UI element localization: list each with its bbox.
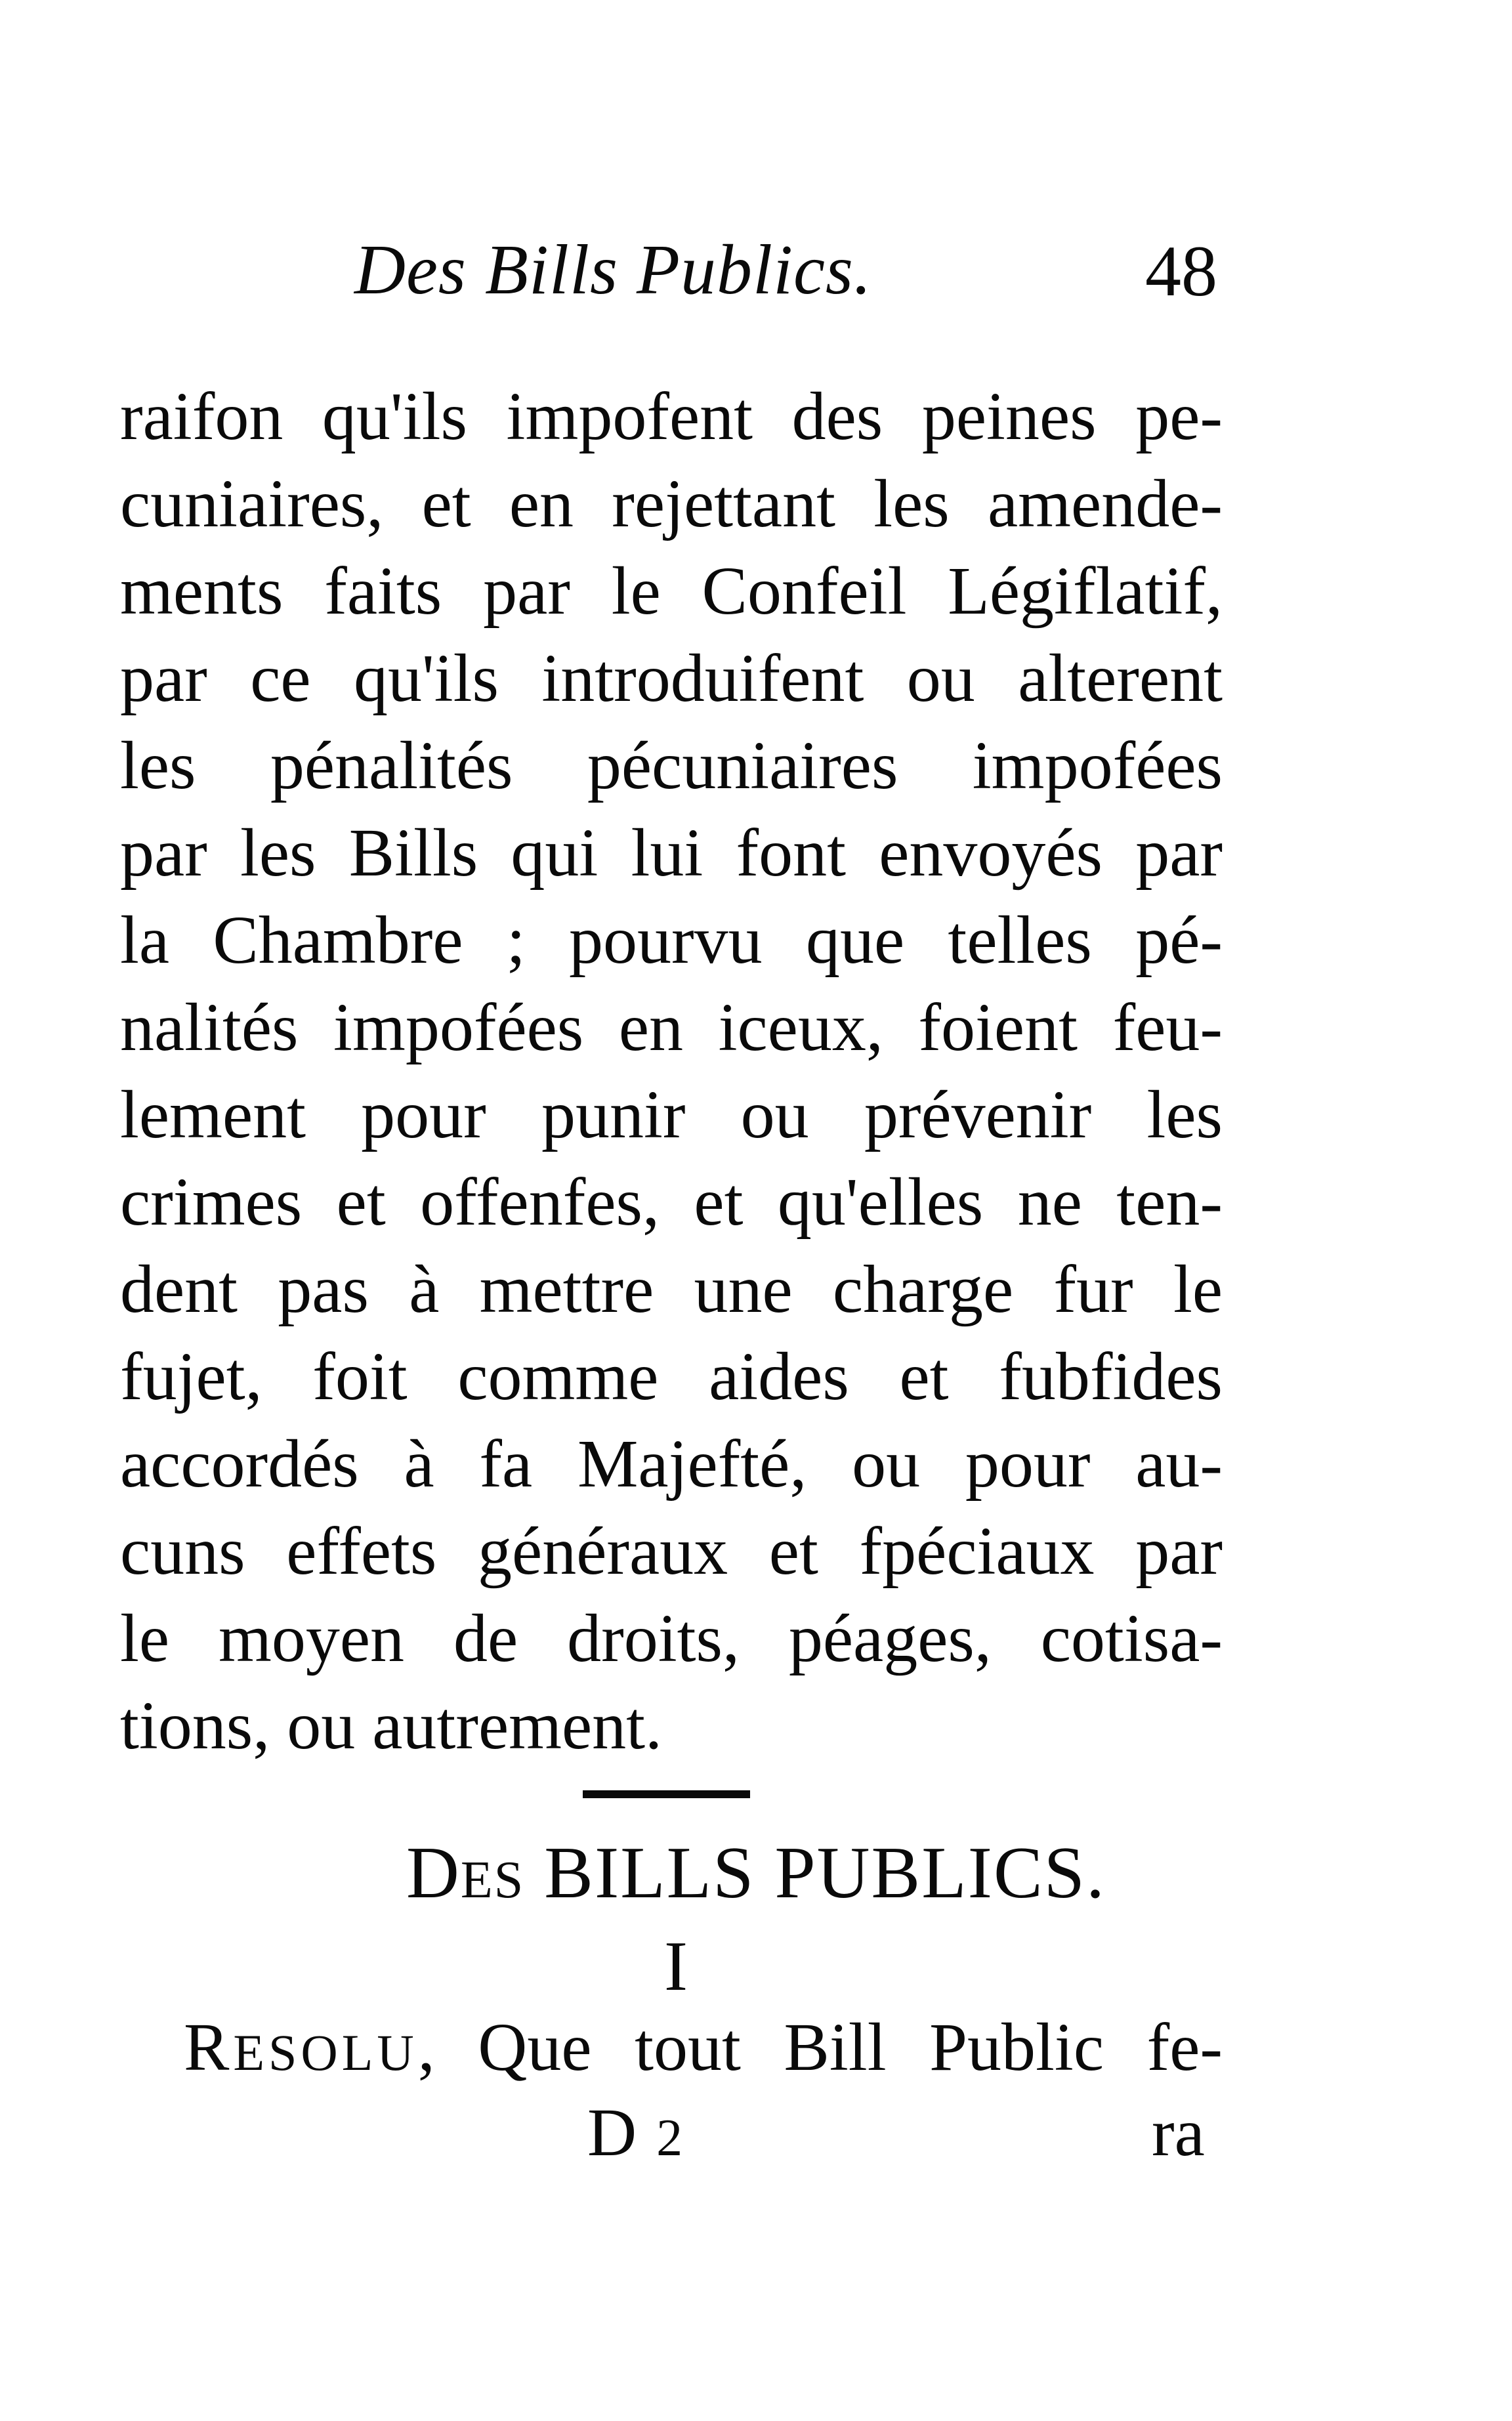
text-line: dent pas à mettre une charge fur le [120,1252,1223,1327]
text-line: par les Bills qui lui font envoyés par [120,815,1223,891]
running-head: Des Bills Publics. [354,231,872,309]
text-line: crimes et offenfes, et qu'elles ne ten- [120,1164,1223,1240]
page-number: 48 [1145,231,1217,311]
resolution-lead-initial: R [184,2010,234,2085]
article-number: I [664,1927,688,2006]
section-title-small-caps: ES [460,1851,525,1909]
resolution-line [184,2008,1223,2086]
catchword: ra [1152,2095,1205,2170]
page-header [0,230,1512,311]
text-line: par ce qu'ils introduifent ou alterent [120,641,1223,716]
text-line: cuns effets généraux et fpéciaux par [120,1513,1223,1589]
resolution-lead-small-caps: ESOLU [233,2024,418,2081]
text-line: lement pour punir ou prévenir les [120,1077,1223,1152]
text-line: la Chambre ; pourvu que telles pé- [120,902,1223,978]
text-line: cuniaires, et en rejettant les amende- [120,466,1223,541]
page-footer [0,2094,1512,2179]
body-paragraph [120,373,1223,1769]
text-line: le moyen de droits, péages, cotisa- [120,1601,1223,1676]
text-line: les pénalités pécuniaires impofées [120,728,1223,803]
signature-number: 2 [656,2109,683,2167]
resolution-text: , Que tout Bill Public fe- [417,2010,1223,2085]
text-line: raifon qu'ils impofent des peines pe- [120,379,1223,454]
text-line: tions, ou autrement. [120,1688,663,1763]
signature-mark [587,2094,682,2172]
resolution-lead [184,2010,418,2085]
section-divider-rule [583,1790,750,1798]
text-line: accordés à fa Majefté, ou pour au- [120,1426,1223,1502]
section-title-rest: BILLS PUBLICS. [524,1832,1106,1914]
text-line: fujet, foit comme aides et fubfides [120,1339,1223,1414]
section-title [0,1831,1512,1916]
text-line: nalités impofées en iceux, foient feu- [120,990,1223,1065]
signature-letter: D [587,2095,637,2170]
text-line: ments faits par le Confeil Légiflatif, [120,553,1223,629]
section-title-initial: D [406,1832,461,1914]
